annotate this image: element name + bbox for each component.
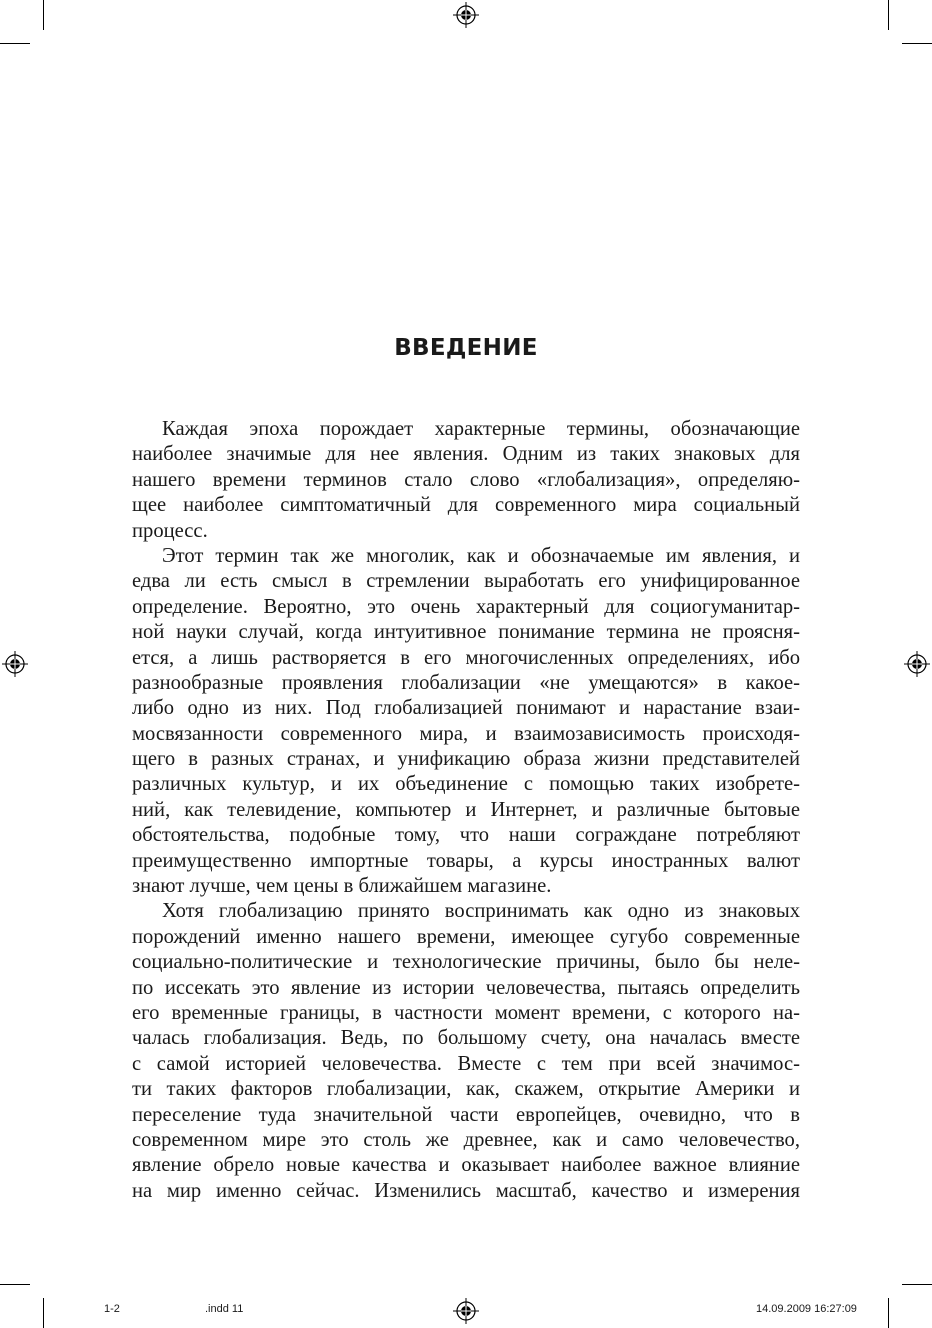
registration-mark-icon [453,1298,479,1324]
crop-mark [888,1298,889,1328]
text-line: переселение туда значительной части европейцев, очевидно, что в [132,1103,800,1126]
text-line: разнообразные проявления глобализации «не умещаются» в какое- [132,671,800,694]
slug-file-name: .indd 11 [205,1303,244,1315]
chapter-heading: ВВЕДЕНИЕ [394,335,538,361]
body-text [132,417,800,1204]
text-line: Этот термин так же многолик, как и обозначаемые им явления, и [162,544,800,567]
text-line: щего в разных странах, и унификацию образа жизни представителей [132,748,800,771]
text-line: определение. Вероятно, это очень характерный для социогуманитар- [132,595,800,618]
crop-mark [0,43,30,44]
text-line: едва ли есть смысл в стремлении выработать его унифицированное [132,570,800,593]
text-line: процесс. [132,519,208,542]
text-line: по иссекать это явление из истории человечества, пытаясь определить [132,976,800,999]
text-line: социально-политические и технологические причины, было бы неле- [132,951,800,974]
crop-mark [888,0,889,30]
text-line: знают лучше, чем цены в ближайшем магазине. [132,875,552,898]
text-line: порождений именно нашего времени, имеющее сугубо современные [132,925,800,948]
text-line: ти таких факторов глобализации, как, скажем, открытие Америки и [132,1078,800,1101]
text-line: либо одно из них. Под глобализацией понимают и нарастание взаи- [132,697,800,720]
registration-mark-icon [453,2,479,28]
text-line: щее наиболее симптоматичный для современного мира социальный [132,494,800,517]
crop-mark [43,1298,44,1328]
crop-mark [0,1284,30,1285]
text-line: Каждая эпоха порождает характерные термины, обозначающие [162,418,800,440]
crop-mark [902,43,932,44]
text-line: ется, а лишь растворяется в его многочисленных определениях, ибо [132,646,800,669]
slug-job-id: 1-2 [104,1303,120,1315]
text-line: Хотя глобализацию принято воспринимать как одно из знаковых [162,900,800,923]
text-line: преимущественно импортные товары, а курсы иностранных валют [132,849,800,872]
text-line: наиболее значимые для нее явления. Одним из таких знаковых для [132,443,800,466]
text-line: мосвязанности современного мира, и взаимозависимость происходя- [132,722,800,745]
crop-mark [43,0,44,30]
text-line: современном мире это столь же древнее, как и само человечество, [132,1128,800,1151]
registration-mark-icon [2,651,28,677]
text-line: явление обрело новые качества и оказывает наиболее важное влияние [132,1154,800,1177]
text-line: его временные границы, в частности момент времени, с которого на- [132,1001,800,1024]
text-line: на мир именно сейчас. Изменились масштаб, качество и измерения [132,1179,800,1202]
crop-mark [902,1284,932,1285]
text-line: чалась глобализация. Ведь, по большому счету, она началась вместе [132,1027,800,1050]
text-line: с самой историей человечества. Вместе с тем при всей значимос- [132,1052,800,1075]
slug-timestamp: 14.09.2009 16:27:09 [756,1303,857,1315]
registration-mark-icon [904,651,930,677]
text-line: нашего времени терминов стало слово «глобализация», определяю- [132,468,800,491]
text-line: ной науки случай, когда интуитивное понимание термина не проясня- [132,621,800,644]
text-line: обстоятельства, подобные тому, что наши сограждане потребляют [132,824,800,847]
text-line: ний, как телевидение, компьютер и Интернет, и различные бытовые [132,798,800,821]
text-line: различных культур, и их объединение с помощью таких изобрете- [132,773,800,796]
